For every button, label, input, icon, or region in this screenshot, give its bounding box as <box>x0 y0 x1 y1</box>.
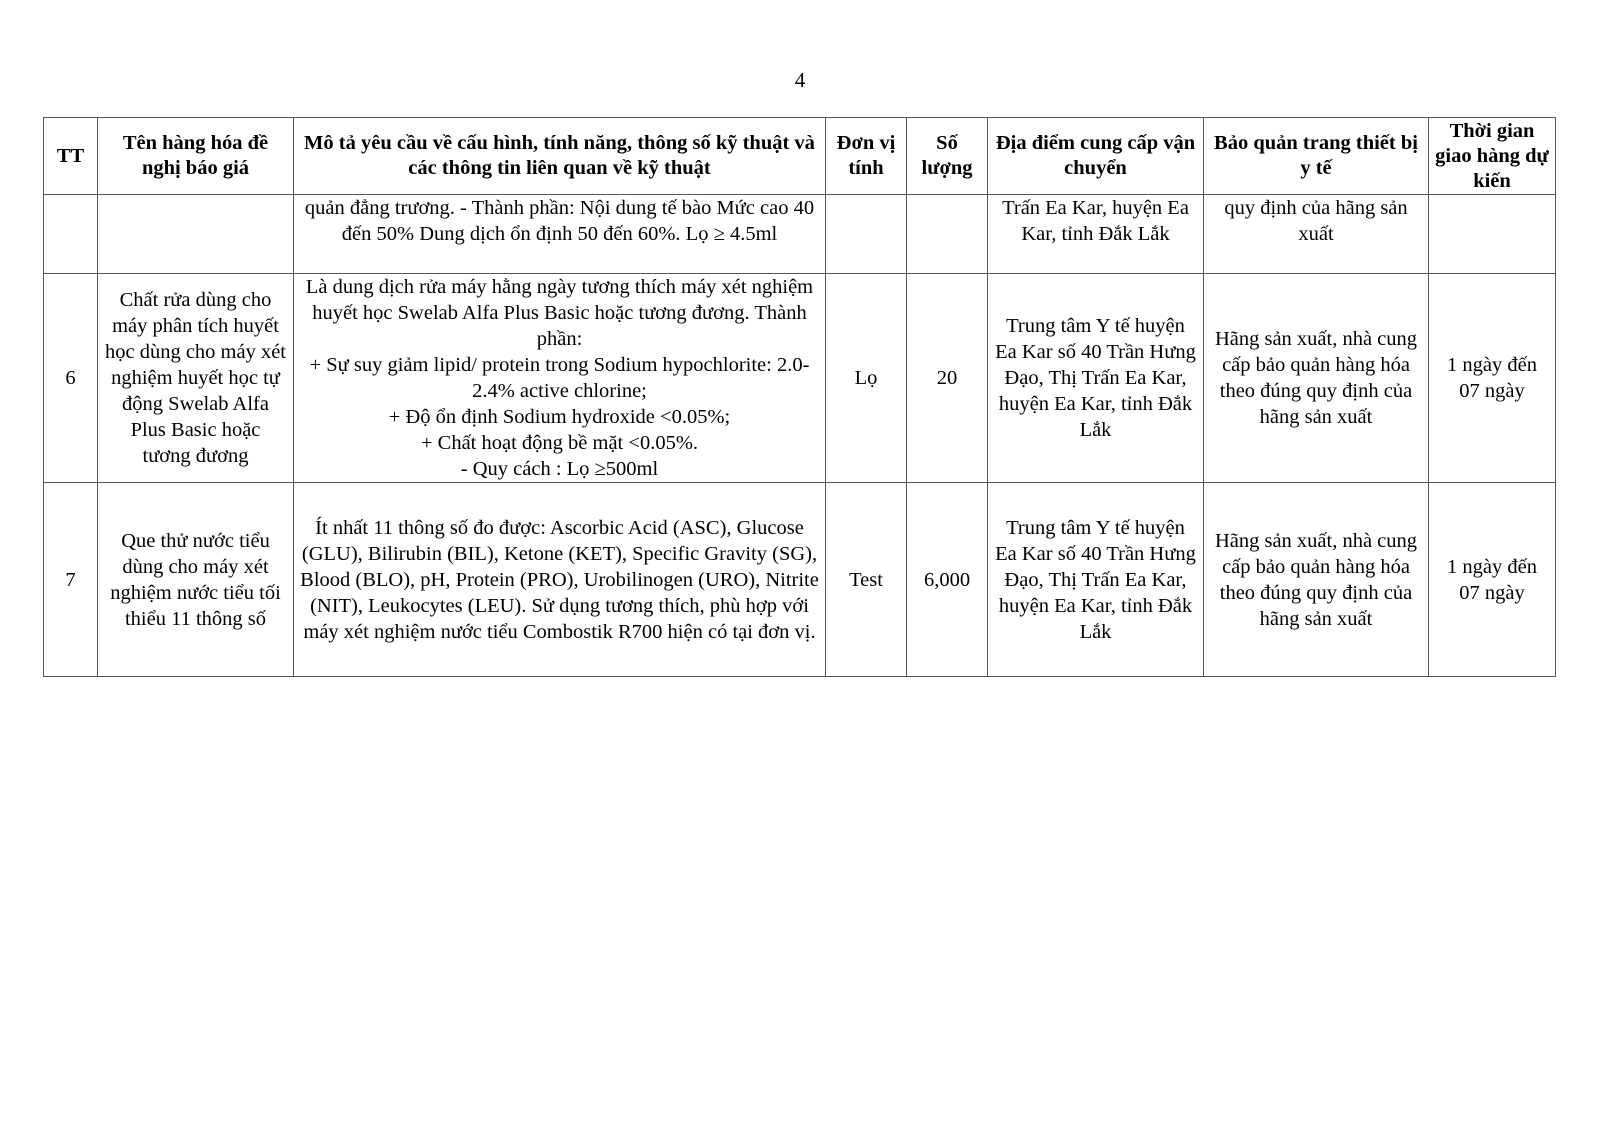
cell-storage: Hãng sản xuất, nhà cung cấp bảo quản hàng hóa theo đúng quy định của hãng sản xuất <box>1204 483 1429 677</box>
header-storage: Bảo quản trang thiết bị y tế <box>1204 118 1429 195</box>
page-number: 4 <box>794 68 806 92</box>
cell-item-name: Que thử nước tiểu dùng cho máy xét nghiệm nước tiểu tối thiểu 11 thông số <box>98 483 294 677</box>
header-delivery: Thời gian giao hàng dự kiến <box>1429 118 1556 195</box>
table-header-row <box>44 118 1556 195</box>
cell-quantity: 20 <box>907 274 988 483</box>
table-row <box>44 195 1556 274</box>
header-unit: Đơn vị tính <box>826 118 907 195</box>
cell-tt: 6 <box>44 274 98 483</box>
header-item-name: Tên hàng hóa đề nghị báo giá <box>98 118 294 195</box>
cell-storage: Hãng sản xuất, nhà cung cấp bảo quản hàng hóa theo đúng quy định của hãng sản xuất <box>1204 274 1429 483</box>
cell-quantity <box>907 195 988 274</box>
cell-delivery <box>1429 195 1556 274</box>
cell-location: Trung tâm Y tế huyện Ea Kar số 40 Trần Hưng Đạo, Thị Trấn Ea Kar, huyện Ea Kar, tỉnh Đắk Lắk <box>988 274 1204 483</box>
cell-delivery: 1 ngày đến 07 ngày <box>1429 274 1556 483</box>
cell-tt <box>44 195 98 274</box>
header-location: Địa điểm cung cấp vận chuyển <box>988 118 1204 195</box>
cell-unit <box>826 195 907 274</box>
table-row <box>44 483 1556 677</box>
table-row <box>44 274 1556 483</box>
cell-quantity: 6,000 <box>907 483 988 677</box>
cell-description: quản đẳng trương. - Thành phần: Nội dung tế bào Mức cao 40 đến 50% Dung dịch ổn định 50 đến 60%. Lọ ≥ 4.5ml <box>294 195 826 274</box>
cell-location: Trung tâm Y tế huyện Ea Kar số 40 Trần Hưng Đạo, Thị Trấn Ea Kar, huyện Ea Kar, tỉnh Đắk Lắk <box>988 483 1204 677</box>
header-description: Mô tả yêu cầu về cấu hình, tính năng, thông số kỹ thuật và các thông tin liên quan về kỹ thuật <box>294 118 826 195</box>
header-tt: TT <box>44 118 98 195</box>
cell-item-name: Chất rửa dùng cho máy phân tích huyết học dùng cho máy xét nghiệm huyết học tự động Swelab Alfa Plus Basic hoặc tương đương <box>98 274 294 483</box>
cell-unit: Test <box>826 483 907 677</box>
cell-location: Trấn Ea Kar, huyện Ea Kar, tỉnh Đắk Lắk <box>988 195 1204 274</box>
header-quantity: Số lượng <box>907 118 988 195</box>
cell-tt: 7 <box>44 483 98 677</box>
cell-delivery: 1 ngày đến 07 ngày <box>1429 483 1556 677</box>
cell-storage: quy định của hãng sản xuất <box>1204 195 1429 274</box>
cell-unit: Lọ <box>826 274 907 483</box>
cell-item-name <box>98 195 294 274</box>
cell-description: Ít nhất 11 thông số đo được: Ascorbic Acid (ASC), Glucose (GLU), Bilirubin (BIL), Ketone (KET), Specific Gravity (SG), Blood (BLO), pH, Protein (PRO), Urobilinogen (URO), Nitrite (NIT), Leukocytes (LEU). Sử dụng tương thích, phù hợp với máy xét nghiệm nước tiểu Combostik R700 hiện có tại đơn vị. <box>294 483 826 677</box>
cell-description: Là dung dịch rửa máy hằng ngày tương thích máy xét nghiệm huyết học Swelab Alfa Plus Basic hoặc tương đương. Thành phần: + Sự suy giảm lipid/ protein trong Sodium hypochlorite: 2.0-2.4% active chlorine; + Độ ổn định Sodium hydroxide <0.05%; + Chất hoạt động bề mặt <0.05%. - Quy cách : Lọ ≥500ml <box>294 274 826 483</box>
quotation-table <box>43 117 1556 677</box>
